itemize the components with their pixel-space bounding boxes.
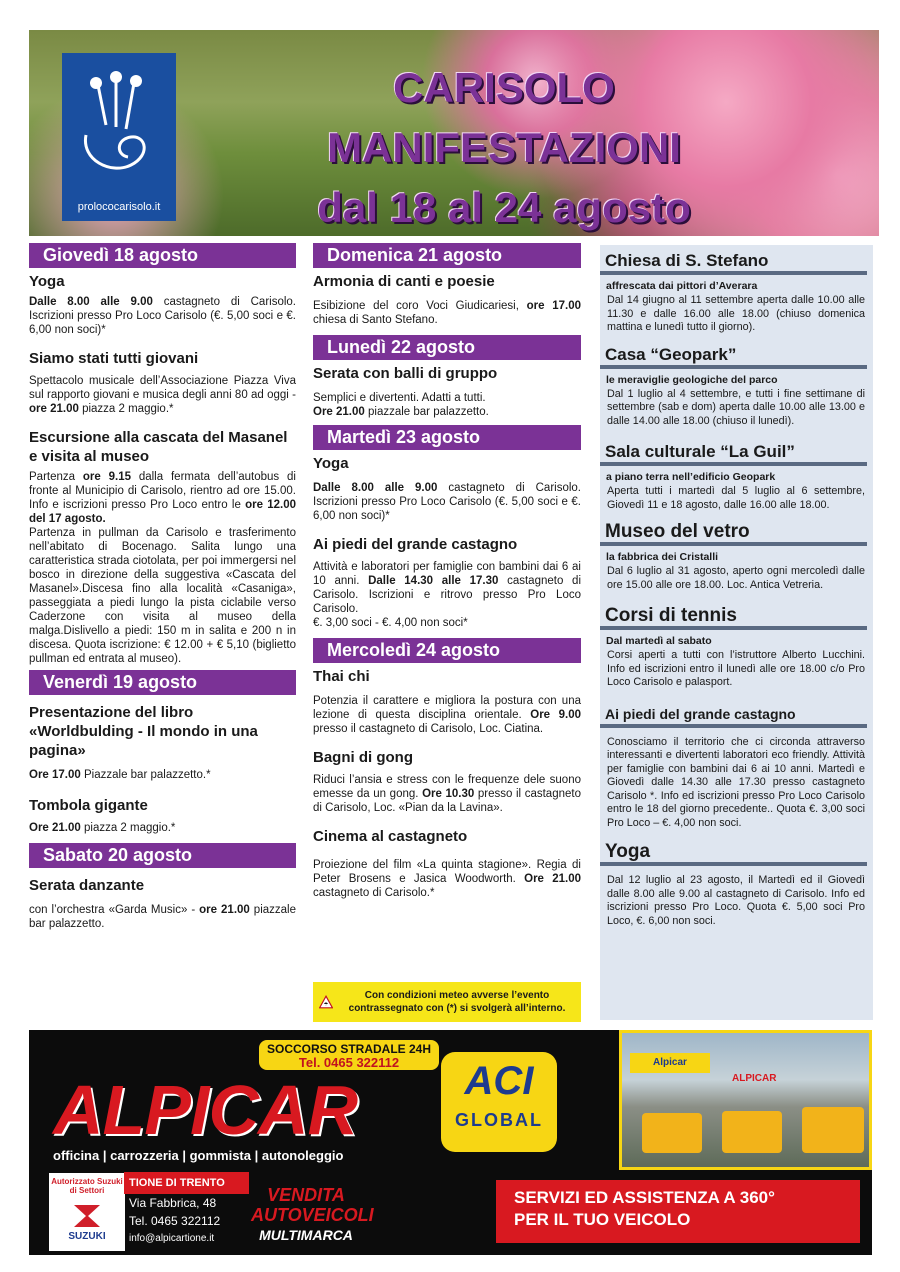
event-body: con l’orchestra «Garda Music» - ore 21.00 piazzale bar palazzetto. — [29, 904, 296, 930]
brand-logo: ALPICAR — [53, 1071, 358, 1149]
event-body: Spettacolo musicale dell’Associazione Piazza Viva sul rapporto giovani e musica degli anni 80 ad oggi - ore 21.00 piazza 2 maggio.* — [29, 375, 296, 415]
hero-banner — [29, 30, 879, 236]
contact-block — [124, 1172, 249, 1252]
tow-truck-2 — [722, 1111, 782, 1153]
vendita-line: VENDITA — [267, 1185, 345, 1205]
info-subtitle: affrescata dai pittori d’Averara — [606, 280, 758, 292]
event-body: Dalle 8.00 alle 9.00 castagneto di Carisolo. Iscrizioni presso Pro Loco Carisolo (€. 5,00 soci e €. 6,00 non soci)* — [29, 296, 296, 336]
photo-sign-left: Alpicar — [630, 1053, 710, 1073]
day-header: Sabato 20 agosto — [29, 843, 296, 868]
event-title: Serata con balli di gruppo — [313, 365, 498, 382]
banner-line-1: SERVIZI ED ASSISTENZA A 360° — [514, 1188, 775, 1207]
event-title: Serata danzante — [29, 877, 145, 894]
event-title: Yoga — [313, 455, 349, 472]
music-hand-icon — [76, 65, 162, 185]
day-header: Venerdì 19 agosto — [29, 670, 296, 695]
event-body: Esibizione del coro Voci Giudicariesi, ore 17.00 chiesa di Santo Stefano. — [313, 300, 581, 326]
info-title: Yoga — [600, 842, 867, 866]
tow-truck-1 — [642, 1113, 702, 1153]
info-subtitle: a piano terra nell’edificio Geopark — [606, 471, 776, 483]
column-middle — [313, 243, 581, 900]
info-title: Chiesa di S. Stefano — [600, 251, 867, 275]
photo-sign-right: ALPICAR — [732, 1073, 777, 1084]
multimarca-line: MULTIMARCA — [259, 1227, 353, 1243]
suzuki-logo — [49, 1173, 125, 1251]
soccorso-label: SOCCORSO STRADALE 24H — [266, 1042, 432, 1056]
aci-global-text: GLOBAL — [455, 1110, 543, 1130]
event-body: Partenza ore 9.15 dalla fermata dell’autobus di fronte al Municipio di Carisolo, rientro ad ore 15.00. Info e iscrizioni presso Pro Loco entro le ore 12.00 del 17 agosto. Partenza in pullman da Carisolo e trasferimento nell’abitato di Bocenago. Salita lungo una caratteristica strada ciotolata, per poi immergersi nel bosco in direzione della suggestiva «Cascata del Masanel».Discesa fino alla località «Casaniga», passeggiata a piedi lungo la pista ciclabile verso Caderzone con visita al museo della malga.Dislivello a piedi: 150 m in salita e 200 n in discesa. Quota iscrizione: € 12.00 + € 5,10 (biglietto pullman ed entrata al museo). — [29, 471, 296, 665]
info-body: Conosciamo il territorio che ci circonda attraverso interessanti e divertenti laboratori eco friendly. Attività per famiglie con bambini dai 6 ai 10 anni. Martedì e Giovedì dalle 14.30 alle 17.30 presso castagneto Carisolo *. Info ed iscrizioni presso Pro Loco Carisolo entro le 18 del giorno precedente.. Quota €. 3,00 soci Pro Loco – €. 4,00 non soci. — [607, 735, 865, 829]
event-body: Riduci l’ansia e stress con le frequenze dele suono emesse da un gong. Ore 10.30 presso il castagneto di Carisolo, Loc. «Pian da la Lavina». — [313, 774, 581, 814]
day-header: Lunedì 22 agosto — [313, 335, 581, 360]
town-label: TIONE DI TRENTO — [124, 1172, 249, 1194]
event-title: Armonia di canti e poesie — [313, 273, 495, 290]
event-title: Bagni di gong — [313, 749, 413, 766]
garage-photo — [619, 1030, 872, 1170]
event-body: Proiezione del film «La quinta stagione». Regia di Peter Brosens e Jasica Woodworth. Ore 21.00 castagneto di Carisolo.* — [313, 859, 581, 899]
alpicar-advertisement[interactable] — [29, 1030, 872, 1255]
roadside-assistance-badge — [259, 1040, 439, 1070]
title-line-2: MANIFESTAZIONI — [327, 124, 681, 171]
info-body: Corsi aperti a tutti con l’istruttore Alberto Lucchini. Info ed iscrizioni entro il lunedì alle ore 18.00 c/o Pro Loco Carisolo e palasport. — [607, 649, 865, 688]
info-body: Dal 14 giugno al 11 settembre aperta dalle 10.00 alle 11.30 e dalle 16.00 alle 18.00 (chiuso domenica mattina e lunedì tutto il giorno). — [607, 294, 865, 333]
event-title: Escursione alla cascata del Masanel e visita al museo — [29, 429, 288, 465]
event-title: Yoga — [29, 273, 65, 290]
info-body: Dal 12 luglio al 23 agosto, il Martedì ed il Giovedì dalle 8.00 alle 9.00 al castagneto di Carisolo. Info ed iscrizioni presso Pro Loco. Quota €. 5,00 soci Pro Loco, €. 6,00 non soci. — [607, 874, 865, 927]
info-body: Dal 6 luglio al 31 agosto, aperto ogni mercoledì dalle ore 15.00 alle ore 18.00. Loc. Antica Vetreria. — [607, 565, 865, 591]
pro-loco-logo[interactable] — [62, 53, 176, 221]
day-header: Martedì 23 agosto — [313, 425, 581, 450]
suzuki-s-icon — [70, 1201, 104, 1231]
event-title: Tombola gigante — [29, 797, 148, 814]
event-body: Attività e laboratori per famiglie con bambini dai 6 ai 10 anni. Dalle 14.30 alle 17.30 castagneto di Carisolo. Iscrizioni e ritrovo presso Pro Loco Carisolo. €. 3,00 soci - €. 4,00 non soci* — [313, 561, 581, 629]
event-title: Thai chi — [313, 668, 370, 685]
info-title: Sala culturale “La Guil” — [600, 442, 867, 466]
day-header: Domenica 21 agosto — [313, 243, 581, 268]
event-title: Ai piedi del grande castagno — [313, 536, 518, 553]
event-body: Potenzia il carattere e migliora la postura con una lezione di questa disciplina orientale. Ore 9.00 presso il castagneto di Carisolo, Loc. Ciatina. — [313, 695, 581, 735]
aci-global-logo — [441, 1052, 557, 1152]
info-title: Ai piedi del grande castagno — [600, 704, 867, 728]
info-subtitle: le meraviglie geologiche del parco — [606, 373, 778, 386]
event-title: Siamo stati tutti giovani — [29, 350, 199, 367]
event-title: Presentazione del libro «Worldbulding - Il mondo in una pagina» — [29, 704, 258, 759]
info-title: Museo del vetro — [600, 522, 867, 546]
info-body: Aperta tutti i martedì dal 5 luglio al 6 settembre, Giovedì 11 e 18 agosto, dalle 16.00 alle 18.00. — [607, 485, 865, 511]
info-title: Corsi di tennis — [600, 606, 867, 630]
svg-text:☂: ☂ — [323, 1002, 329, 1009]
info-subtitle: Dal martedì al sabato — [606, 635, 712, 647]
info-subtitle: la fabbrica dei Cristalli — [606, 551, 719, 563]
services-line: officina | carrozzeria | gommista | autonoleggio — [53, 1148, 344, 1163]
info-body: Dal 1 luglio al 4 settembre, e tutti i fine settimane di settembre (sab e dom) aperta dalle 10.00 alle 13.00 e dalle 14.00 alle 18.00 (chiuso il lunedì). — [607, 387, 865, 427]
info-sidebar — [600, 245, 873, 1020]
suzuki-text: SUZUKI — [68, 1231, 106, 1242]
soccorso-phone: Tel. 0465 322112 — [298, 1055, 400, 1070]
event-body: Ore 21.00 piazza 2 maggio.* — [29, 822, 176, 834]
street-address: Via Fabbrica, 48 — [129, 1196, 217, 1210]
day-header: Mercoledì 24 agosto — [313, 638, 581, 663]
event-title: Cinema al castagneto — [313, 828, 468, 845]
aci-mark: ACI — [464, 1059, 534, 1103]
event-body: Dalle 8.00 alle 9.00 castagneto di Carisolo. Iscrizioni presso Pro Loco Carisolo (€. 5,00 soci e €. 6,00 non soci)* — [313, 482, 581, 522]
sales-label — [251, 1185, 374, 1245]
tow-truck-3 — [802, 1107, 864, 1153]
email-address[interactable]: info@alpicartione.it — [129, 1233, 215, 1244]
info-title: Casa “Geopark” — [600, 345, 867, 369]
event-body: Semplici e divertenti. Adatti a tutti. Ore 21.00 piazzale bar palazzetto. — [313, 392, 489, 418]
column-left — [29, 243, 296, 931]
title-line-1: CARISOLO — [393, 64, 615, 111]
banner-line-2: PER IL TUO VEICOLO — [514, 1210, 691, 1229]
suzuki-authorized: Autorizzato Suzuki di Settori — [51, 1177, 123, 1195]
weather-warning — [313, 982, 581, 1022]
logo-text: prolococarisolo.it — [77, 201, 161, 213]
title-line-3: dal 18 al 24 agosto — [317, 184, 691, 231]
day-header: Giovedì 18 agosto — [29, 243, 296, 268]
phone-number[interactable]: Tel. 0465 322112 — [129, 1214, 221, 1228]
warning-triangle-icon — [319, 991, 333, 1013]
event-body: Ore 17.00 Piazzale bar palazzetto.* — [29, 769, 211, 781]
page-title — [289, 58, 719, 236]
autoveicoli-line: AUTOVEICOLI — [251, 1205, 374, 1225]
services-banner — [496, 1180, 860, 1243]
warning-text: Con condizioni meteo avverse l’evento contrassegnato con (*) si svolgerà all’interno. — [348, 990, 566, 1014]
